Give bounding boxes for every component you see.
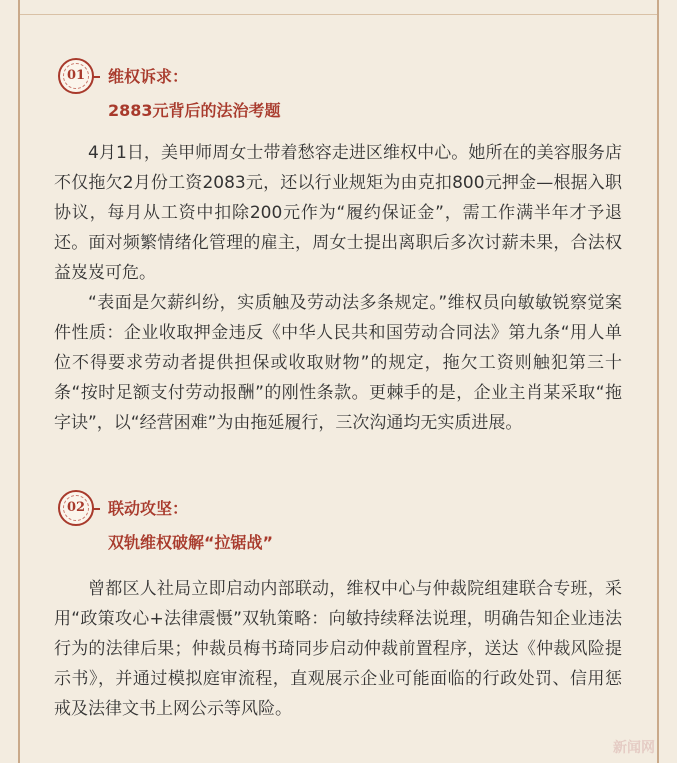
paragraph: 4月1日，美甲师周女士带着愁容走进区维权中心。她所在的美容服务店不仅拖欠2月份工资2083元，还以行业规矩为由克扣800元押金—根据入职协议，每月从工资中扣除200元作为“履约保证金”，需工作满半年才予退还。面对频繁情绪化管理的雇主，周女士提出离职后多次讨薪未果，合法权益岌岌可危。 xyxy=(54,143,622,283)
frame-border-left xyxy=(18,0,20,763)
article-body xyxy=(34,0,643,763)
frame-border-right xyxy=(657,0,659,763)
section-number: 01 xyxy=(66,68,86,83)
section-subtitle: 2883元背后的法治考题 xyxy=(108,101,281,120)
section-number: 02 xyxy=(66,500,86,515)
section-subtitle: 双轨维权破解“拉锯战” xyxy=(108,533,274,552)
section-title: 联动攻坚： xyxy=(108,499,189,518)
paragraph: “表面是欠薪纠纷，实质触及劳动法多条规定。”维权员向敏敏锐察觉案件性质：企业收取押金违反《中华人民共和国劳动合同法》第九条“用人单位不得要求劳动者提供担保或收取财物”的规定，拖欠工资则触犯第三十条“按时足额支付劳动报酬”的刚性条款。更棘手的是，企业主肖某采取“拖字诀”，以“经营困难”为由拖延履行，三次沟通均无实质进展。 xyxy=(54,293,622,433)
watermark: 新闻网 xyxy=(613,740,655,756)
paragraph: 曾都区人社局立即启动内部联动，维权中心与仲裁院组建联合专班，采用“政策攻心+法律震慑”双轨策略：向敏持续释法说理，明确告知企业违法行为的法律后果；仲裁员梅书琦同步启动仲裁前置程序，送达《仲裁风险提示书》，并通过模拟庭审流程，直观展示企业可能面临的行政处罚、信用惩戒及法律文书上网公示等风险。 xyxy=(54,579,622,719)
section-title: 维权诉求： xyxy=(108,67,189,86)
